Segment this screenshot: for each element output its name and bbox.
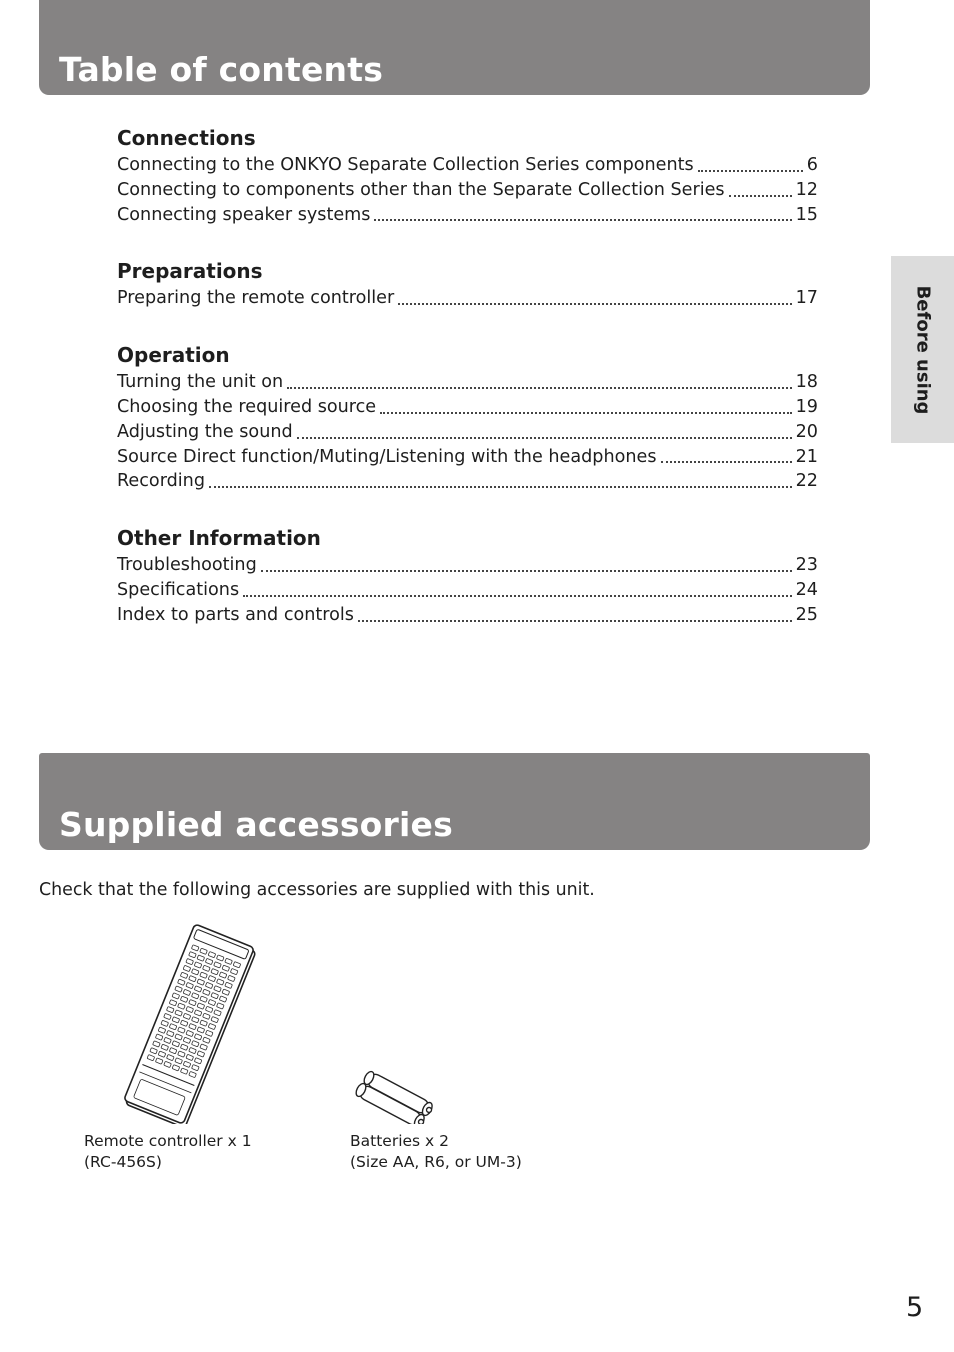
toc-section-other-information bbox=[117, 523, 818, 627]
accessories-banner bbox=[39, 753, 870, 850]
toc-entry[interactable] bbox=[117, 370, 818, 395]
toc-leader bbox=[729, 195, 792, 197]
toc-heading: Connections bbox=[117, 126, 256, 150]
battery-caption-line2: (Size AA, R6, or UM-3) bbox=[350, 1153, 522, 1171]
toc-leader bbox=[398, 303, 791, 305]
toc-entry-page: 24 bbox=[795, 579, 818, 600]
toc-entry-page: 21 bbox=[795, 446, 818, 467]
toc-entry-page: 18 bbox=[795, 372, 818, 393]
toc-entry-page: 6 bbox=[806, 155, 818, 175]
toc-section-preparations bbox=[117, 256, 818, 311]
toc-entry-text: Specifications bbox=[117, 579, 240, 600]
battery-icon bbox=[355, 1064, 450, 1128]
toc-section-connections bbox=[117, 123, 818, 227]
toc-leader bbox=[243, 595, 791, 597]
accessories-intro: Check that the following accessories are supplied with this unit. bbox=[39, 880, 595, 900]
toc-entry[interactable] bbox=[117, 578, 818, 603]
remote-caption bbox=[84, 1131, 252, 1173]
toc-section-operation bbox=[117, 340, 818, 494]
toc-entry-page: 12 bbox=[795, 179, 818, 200]
toc-list bbox=[117, 123, 818, 657]
toc-entry-text: Connecting to the ONKYO Separate Collection Series components bbox=[117, 155, 694, 175]
battery-caption bbox=[350, 1131, 522, 1173]
toc-leader bbox=[209, 486, 792, 488]
toc-entry-page: 20 bbox=[795, 421, 818, 442]
toc-entry-text: Troubleshooting bbox=[117, 555, 257, 576]
toc-leader bbox=[358, 620, 792, 622]
accessories-title: Supplied accessories bbox=[59, 805, 453, 844]
toc-entry-page: 23 bbox=[795, 555, 818, 576]
toc-entry-text: Recording bbox=[117, 471, 205, 492]
side-tab-label: Before using bbox=[912, 285, 933, 414]
toc-leader bbox=[287, 387, 791, 389]
toc-entry-page: 25 bbox=[795, 604, 818, 625]
toc-heading: Operation bbox=[117, 343, 230, 368]
toc-entry[interactable] bbox=[117, 469, 818, 494]
toc-entry[interactable] bbox=[117, 203, 818, 228]
toc-entry[interactable] bbox=[117, 445, 818, 470]
toc-entry-text: Source Direct function/Muting/Listening with the headphones bbox=[117, 446, 657, 467]
toc-entry[interactable] bbox=[117, 603, 818, 628]
toc-heading: Other Information bbox=[117, 526, 321, 551]
toc-entry[interactable] bbox=[117, 286, 818, 311]
toc-entry-text: Choosing the required source bbox=[117, 396, 377, 417]
toc-entry-page: 19 bbox=[795, 396, 818, 417]
toc-leader bbox=[661, 461, 792, 463]
toc-leader bbox=[374, 219, 791, 221]
toc-banner bbox=[39, 0, 870, 95]
toc-title: Table of contents bbox=[59, 50, 384, 89]
toc-entry-text: Preparing the remote controller bbox=[117, 288, 395, 309]
toc-entry-text: Adjusting the sound bbox=[117, 421, 293, 442]
toc-entry-page: 22 bbox=[795, 471, 818, 492]
remote-controller-icon bbox=[104, 924, 274, 1128]
toc-heading: Preparations bbox=[117, 259, 263, 284]
toc-leader bbox=[698, 170, 803, 172]
toc-entry[interactable] bbox=[117, 420, 818, 445]
toc-entry[interactable] bbox=[117, 553, 818, 578]
toc-entry-text: Connecting to components other than the Separate Collection Series bbox=[117, 179, 725, 200]
toc-entry[interactable] bbox=[117, 395, 818, 420]
remote-caption-line1: Remote controller x 1 bbox=[84, 1132, 252, 1150]
toc-entry-page: 15 bbox=[795, 204, 818, 225]
toc-entry-text: Connecting speaker systems bbox=[117, 204, 371, 225]
toc-entry[interactable] bbox=[117, 153, 818, 178]
remote-caption-line2: (RC-456S) bbox=[84, 1153, 162, 1171]
page-number: 5 bbox=[906, 1292, 924, 1323]
toc-leader bbox=[297, 437, 792, 439]
toc-entry-text: Turning the unit on bbox=[117, 372, 284, 393]
toc-leader bbox=[380, 412, 791, 414]
toc-entry[interactable] bbox=[117, 178, 818, 203]
side-tab bbox=[891, 256, 954, 443]
toc-entry-page: 17 bbox=[795, 288, 818, 309]
toc-entry-text: Index to parts and controls bbox=[117, 604, 354, 625]
toc-leader bbox=[261, 570, 792, 572]
battery-caption-line1: Batteries x 2 bbox=[350, 1132, 450, 1150]
